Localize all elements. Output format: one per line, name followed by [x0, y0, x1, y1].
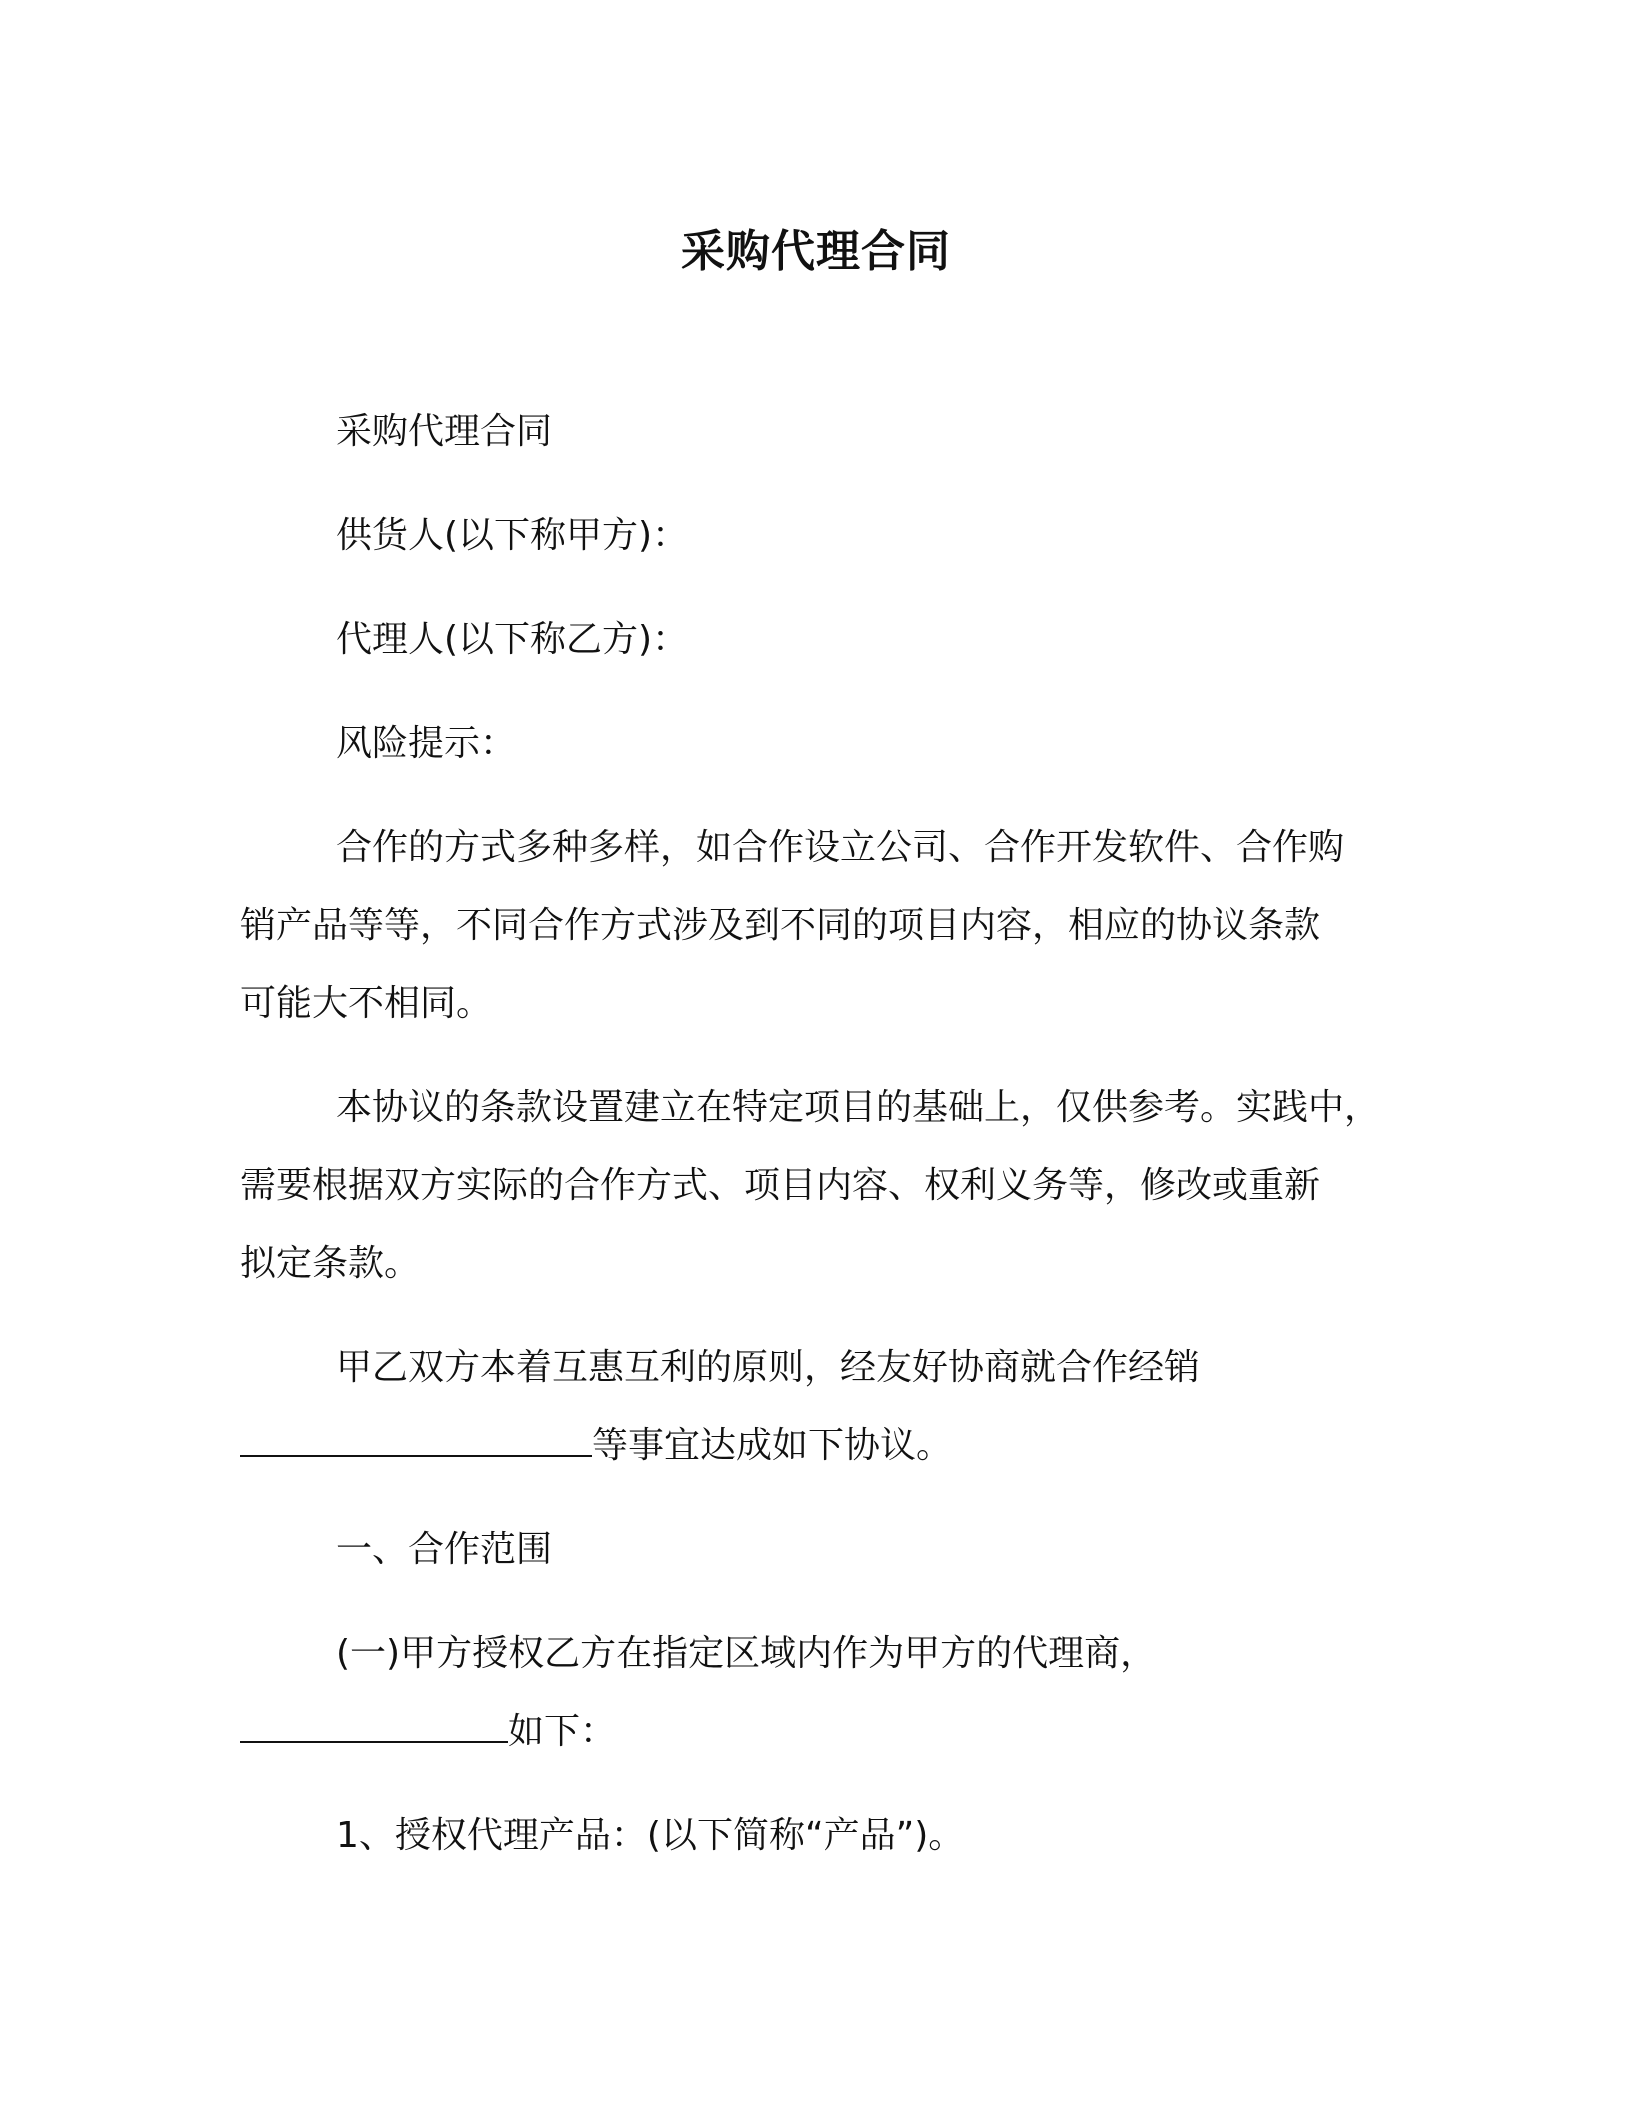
- paragraph-line-text: 如下：: [508, 1711, 617, 1752]
- paragraph-line: [240, 1693, 1410, 1771]
- paragraph-risk-heading: [240, 705, 1410, 783]
- paragraph-line: 拟定条款。: [240, 1243, 421, 1284]
- paragraph-risk-reference: [240, 1069, 1410, 1303]
- paragraph-line: [240, 1407, 1410, 1485]
- paragraph-line: 风险提示：: [336, 723, 517, 764]
- fill-in-blank[interactable]: [240, 1701, 508, 1743]
- document-title: 采购代理合同: [681, 226, 951, 277]
- paragraph-line-text: 等事宜达成如下协议。: [592, 1425, 953, 1466]
- paragraph-supplier: [240, 497, 1410, 575]
- paragraph-line: 可能大不相同。: [240, 983, 493, 1024]
- paragraph-heading: [240, 393, 1410, 471]
- paragraph-line: 一、合作范围: [336, 1529, 553, 1570]
- section-heading-scope: [240, 1511, 1410, 1589]
- paragraph-line: 需要根据双方实际的合作方式、项目内容、权利义务等，修改或重新: [240, 1165, 1321, 1206]
- paragraph-line: 合作的方式多种多样，如合作设立公司、合作开发软件、合作购: [336, 827, 1345, 868]
- paragraph-agreement: [240, 1329, 1410, 1485]
- document-body: [240, 393, 1410, 1901]
- paragraph-risk-cooperation: [240, 809, 1410, 1043]
- paragraph-line: 采购代理合同: [336, 411, 553, 452]
- paragraph-line: 供货人(以下称甲方)：: [336, 515, 689, 556]
- paragraph-line: 销产品等等，不同合作方式涉及到不同的项目内容，相应的协议条款: [240, 905, 1321, 946]
- paragraph-line: (一)甲方授权乙方在指定区域内作为甲方的代理商，: [336, 1633, 1157, 1674]
- paragraph-authorized-products: [240, 1797, 1410, 1875]
- paragraph-line: 1、授权代理产品：(以下简称“产品”)。: [336, 1815, 965, 1856]
- fill-in-blank[interactable]: [240, 1415, 592, 1457]
- paragraph-line: 代理人(以下称乙方)：: [336, 619, 689, 660]
- paragraph-line: 甲乙双方本着互惠互利的原则，经友好协商就合作经销: [336, 1347, 1201, 1388]
- paragraph-line: 本协议的条款设置建立在特定项目的基础上，仅供参考。实践中，: [336, 1087, 1381, 1128]
- paragraph-authorization: [240, 1615, 1410, 1771]
- paragraph-agent: [240, 601, 1410, 679]
